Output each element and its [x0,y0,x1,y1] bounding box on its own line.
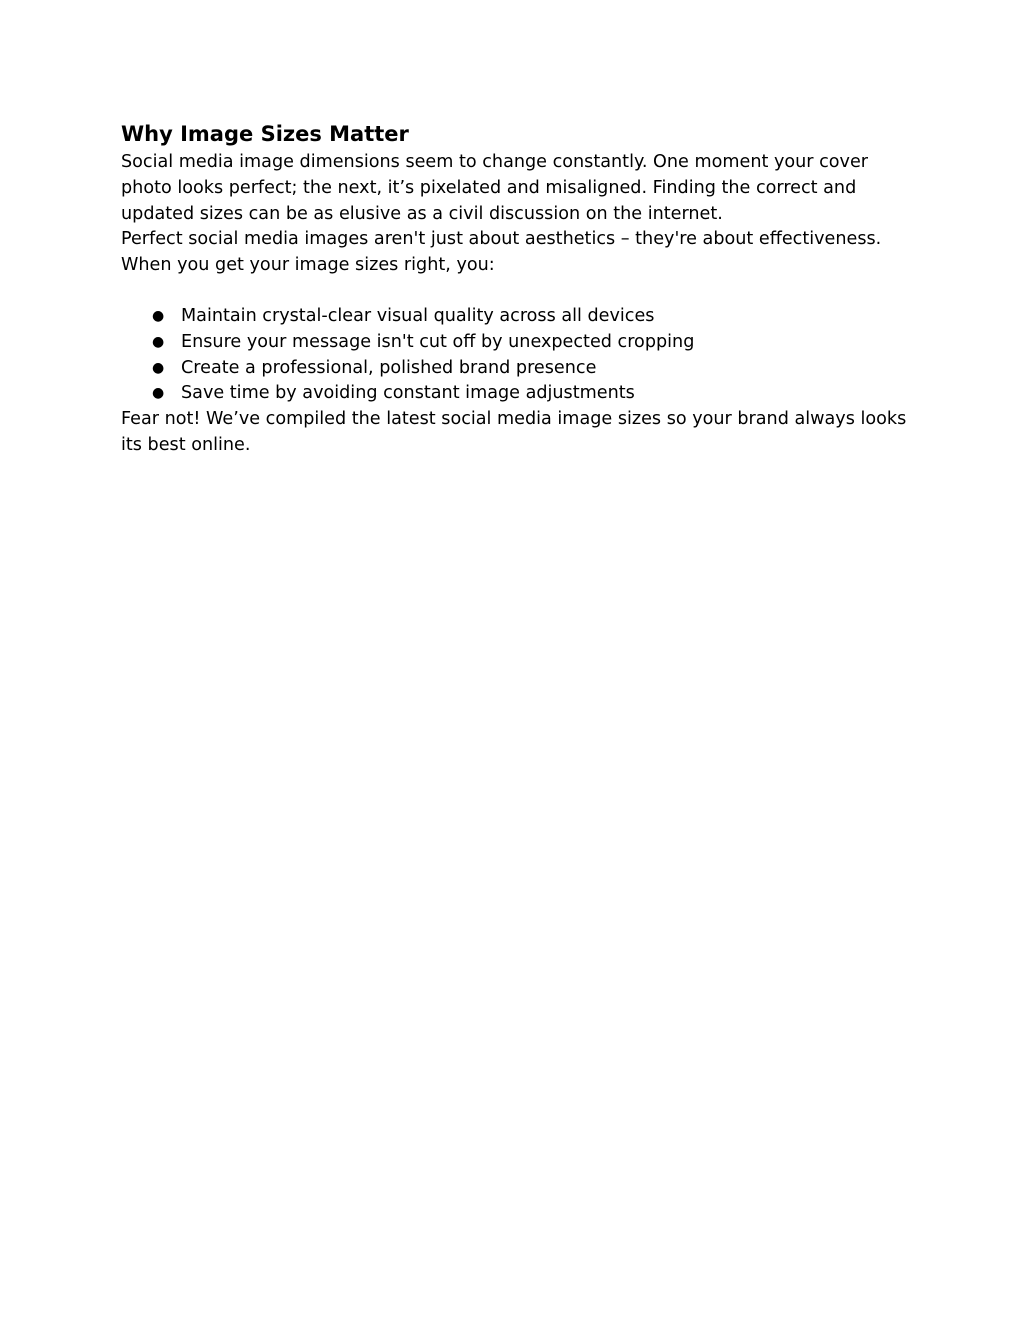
effectiveness-paragraph: Perfect social media images aren't just about aesthetics – they're about effectiveness. When you get your image sizes right, you: [121,229,882,276]
list-item-text: Create a professional, polished brand presence [181,357,597,378]
list-item [121,356,921,382]
list-item-text: Maintain crystal-clear visual quality across all devices [181,305,655,326]
document-body [121,118,921,459]
bullet-icon: ● [152,307,165,324]
benefits-list [121,304,921,407]
bullet-icon: ● [152,333,165,350]
list-item-text: Ensure your message isn't cut off by unexpected cropping [181,331,695,352]
closing-paragraph: Fear not! We’ve compiled the latest social media image sizes so your brand always looks its best online. [121,409,907,455]
bullet-icon: ● [152,385,165,402]
bullet-icon: ● [152,359,165,376]
list-item [121,330,921,356]
list-item [121,381,921,407]
list-item-text: Save time by avoiding constant image adjustments [181,383,635,404]
list-item [121,304,921,330]
intro-paragraph: Social media image dimensions seem to change constantly. One moment your cover photo looks perfect; the next, it’s pixelated and misaligned. Finding the correct and updated sizes can be as elusive as a civil discussion on the internet. [121,152,869,224]
section-heading: Why Image Sizes Matter [121,122,409,146]
